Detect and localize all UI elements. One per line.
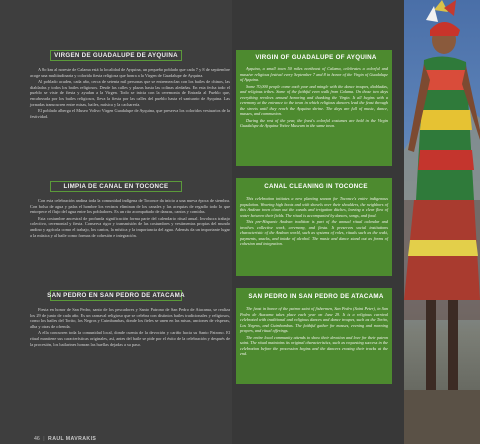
paragraph: This pre-Hispanic Andean tradition is part of the annual ritual calendar and involves collective work, ceremony, and fiesta. It preserves social institutions characteristic of the Andean world, such as systems of roles, rituals such as the waki, payments, snacks, and intake of alcohol. The music and dance stand out as forms of cohesion and integration. — [240, 219, 388, 246]
page-footer — [34, 436, 96, 442]
festival-dancer-photo — [404, 0, 480, 444]
section-title-san-pedro: SAN PEDRO EN SAN PEDRO DE ATACAMA — [47, 292, 185, 299]
paragraph: The entire local community attends to show their devotion and love for their patron saint. The ritual maintains its original characteristics, such as requesting success in the celebration before the procession begins and the dancers erasing their tracks at the end. — [240, 334, 388, 356]
section-body-canal-cleaning — [240, 196, 388, 248]
author-name: RAUL MAVRAKIS — [48, 436, 97, 442]
paragraph: Fiesta en honor de San Pedro, santo de los pescadores y Santo Patrono de San Pedro de Atacama, se realiza los 29 de junio de cada año. Es un carnaval religioso que se celebra con distintos bailes tradicionales y religiosos, como los bailes del Torito, los Negros y Cuimbambas, donde los fieles se unen en las misas, unciones de vísperas, alba y otras de ofrenda. — [30, 307, 230, 329]
footer-separator: | — [43, 436, 45, 442]
page-number: 46 — [34, 436, 40, 442]
paragraph: Ayquina, a small town 50 miles northeast of Calama, celebrates a colorful and massive religious festival every September 7 and 8 in honor of the Virgin of Guadalupe of Ayquina. — [240, 66, 388, 82]
section-body-virgen-de-guadalupe — [30, 67, 230, 120]
paragraph: This celebration initiates a new planting season for Toconce's entire indigenous population. Wearing high boots and with shovels over their shoulders, the neighbors of this Andean town clean out the canals and irrigation ditches, leaving a clear flow of water between their fields. The ritual is accompanied by dances, songs, and food. — [240, 196, 388, 218]
section-title-san-pedro-english: SAN PEDRO IN SAN PEDRO DE ATACAMA — [248, 293, 384, 300]
section-body-limpia-de-canal — [30, 198, 230, 239]
section-body-san-pedro-english — [240, 306, 388, 358]
section-title-canal-cleaning: CANAL CLEANING IN TOCONCE — [252, 181, 380, 192]
paragraph: The feast in honor of the patron saint of fishermen, San Pedro (Saint Peter), in San Pedro de Atacama takes place each year on June 29. It is a religious carnival celebrated with traditional and religious dances and dance troupes, such as the Torito, Los Negros, and Cuimbambas. The faithful gather for masses, evening and morning prayers, and ritual offerings. — [240, 306, 388, 333]
section-body-san-pedro — [30, 307, 230, 348]
section-title-limpia-de-canal: LIMPIA DE CANAL EN TOCONCE — [50, 181, 182, 192]
paragraph: Con esta celebración andina toda la comunidad indígena de Toconce da inicio a una nueva época de siembra. Con bolsa de agua y palas el hombre los vecinos eliminan de los canales y las acequias de regadío todo lo que entorpece el flujo del agua entre los pobladores. Es un rito acompañado de danzas, cantos y comidas. — [30, 198, 230, 215]
paragraph: A ella concurren toda la comunidad local, donde cuenta de la devoción y cariño hacia su Santo Patrono. El ritual mantiene sus características originales, así, antes del baile se pide por el éxito de la celebración y después de la procesión, los bailarines honran las huellas dejadas a su paso. — [30, 330, 230, 347]
paragraph: A 8o km al noreste de Calama está la localidad de Ayquina, un pequeño poblado que cada 7 y 8 de septiembre acoge una multitudinaria y colorida fiesta religiosa que honra a la Virgen de Guadalupe de Ayquina. — [30, 67, 230, 78]
section-title-virgin-of-guadalupe: VIRGIN OF GUADALUPE OF AYQUINA — [252, 52, 380, 63]
paragraph: Some 70,000 people come each year and mingle with the dance troupes, diabladas, and religious tribes. Some of the faithful even walk from Calama. On those two days everything revolves around honoring and thanking the Virgin. It all begins with a ceremony at the entrance to the town in which religious dancers lead the feast through the streets until they reach the Ayquina shrine. The days are full of music, dance, masses, and communion. — [240, 83, 388, 116]
paragraph: Esta costumbre ancestral de profunda significación forma parte del calendario ritual anual. Involucra trabajo colectivo, ceremonial y fiesta. Conserva rigor y transmisión de las costumbres y vestimentas propias del mundo andino y agrícola como el trabajo, los cantos, la mística y la importancia del agua. Además da un importante lugar a la música y al baile como formas de cohesión e integración. — [30, 215, 230, 238]
section-body-virgin-of-guadalupe — [240, 66, 388, 130]
paragraph: Al poblado acuden, cada año, cerca de setenta mil personas que se entremezclan con los bailes de chinos, las diabladas y todos los bailes religiosos. Desde las calles y plazas hasta las colinas aledañas. En esta fecha todo el pueblo se viste de fiesta y ayudan a la Virgen. Todo se inicia con la ceremonia de Entrada al Pueblo que, encabezada por los bailes religiosos, lleva la fiesta por las calles del pueblo hasta el santuario de Ayquina. Las jornadas transcurren entre misas, bailes, música y la cacharería. — [30, 79, 230, 107]
section-title-virgen-de-guadalupe: VIRGEN DE GUADALUPE DE AYQUINA — [50, 50, 182, 61]
dancer-illustration — [404, 0, 480, 444]
paragraph: During the rest of the year, the feast's colorful costumes are held in the Virgin Guadalupe de Ayquina Votive Museum in the same town. — [240, 117, 388, 128]
paragraph: El poblado alberga el Museo Volivo Virgen Guadalupe de Ayquina, que preserva los coloridos vestuarios de la festividad. — [30, 108, 230, 119]
